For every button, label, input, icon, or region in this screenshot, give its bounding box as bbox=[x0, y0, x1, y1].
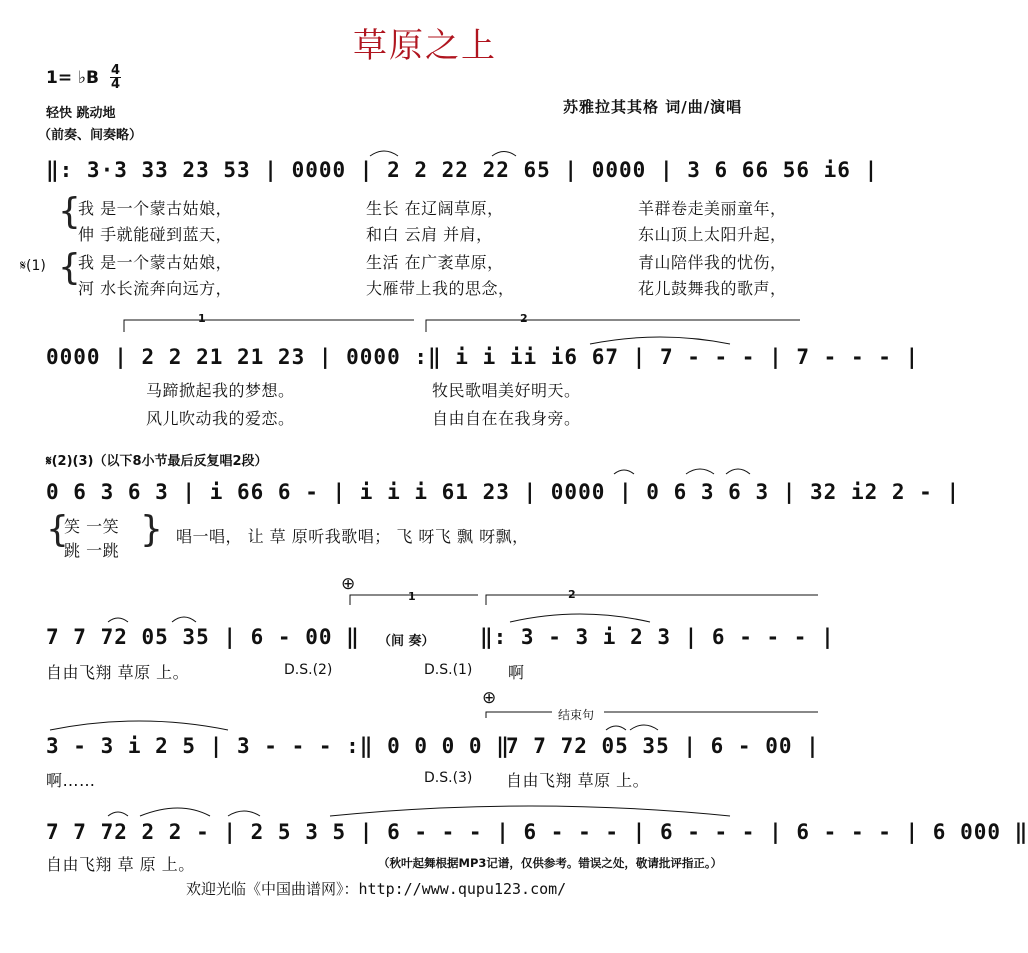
lyric-1-v3-c: 青山陪伴我的忧伤， bbox=[638, 253, 787, 272]
lyric-2-b1: 风儿吹动我的爱恋。 bbox=[146, 409, 295, 428]
time-signature-denominator: 4 bbox=[110, 77, 121, 92]
ds-3: D.S.(3) bbox=[424, 770, 473, 786]
footer-credit: 欢迎光临《中国曲谱网》：http://www.qupu123.com/ bbox=[186, 880, 567, 898]
key-signature: 1= ♭B bbox=[46, 68, 99, 88]
lyric-1-v4-c: 花儿鼓舞我的歌声， bbox=[638, 279, 787, 298]
lyric-1-v4-b: 大雁带上我的思念， bbox=[366, 279, 515, 298]
volta-1-label: 1 bbox=[198, 312, 206, 325]
lyric-2-a2: 牧民歌唱美好明天。 bbox=[432, 381, 581, 400]
staff-line-5b: 7 7 72 05 35 | 6 - 00 | bbox=[506, 734, 820, 758]
ending-label: 结束句 bbox=[558, 708, 595, 722]
staff-line-3: 0 6 3 6 3 | i 66 6 - | i i i 61 23 | 0000 | 0 6 3 6 3 | 32 i2 2 - | bbox=[46, 480, 961, 504]
lyric-1-v1-c: 羊群卷走美丽童年， bbox=[638, 199, 787, 218]
lyric-1-v1-a: 我 是一个蒙古姑娘， bbox=[78, 199, 233, 218]
lyric-1-v4-a: 河 水长流奔向远方， bbox=[78, 279, 233, 298]
lyric-1-v3-b: 生活 在广袤草原， bbox=[366, 253, 504, 272]
coda-sign-2: ⊕ bbox=[482, 688, 497, 708]
segno-mark-1: 𝄋(1) bbox=[20, 258, 46, 274]
lyric-4-end: 啊 bbox=[508, 663, 525, 682]
lyric-1-v2-a: 伸 手就能碰到蓝天， bbox=[78, 225, 233, 244]
author-credit: 苏雅拉其其格 词/曲/演唱 bbox=[563, 98, 743, 116]
staff-line-5a: 3 - 3 i 2 5 | 3 - - - :‖ 0 0 0 0 ‖ bbox=[46, 734, 510, 758]
interlude-mark: （间 奏） bbox=[378, 634, 435, 649]
staff-line-4b: ‖: 3 - 3 i 2 3 | 6 - - - | bbox=[480, 625, 835, 649]
time-signature-numerator: 4 bbox=[110, 63, 121, 78]
staff-line-4a: 7 7 72 05 35 | 6 - 00 ‖ bbox=[46, 625, 360, 649]
lyric-2-b2: 自由自在在我身旁。 bbox=[432, 409, 581, 428]
lyric-2-a1: 马蹄掀起我的梦想。 bbox=[146, 381, 295, 400]
volta-2-label: 2 bbox=[520, 312, 528, 325]
lyric-3-brace-a: 笑 一笑 bbox=[64, 517, 120, 536]
tempo-mark: 轻快 跳动地 bbox=[46, 106, 116, 121]
coda-sign-1: ⊕ bbox=[341, 574, 356, 594]
staff-line-1: ‖: 3·3 33 23 53 | 0000 | 2 2 22 22 65 | 0000 | 3 6 66 56 i6 | bbox=[46, 158, 879, 182]
lyric-brace-1b: { bbox=[58, 247, 81, 288]
staff-line-2: 0000 | 2 2 21 21 23 | 0000 :‖ i i ii i6 67 | 7 - - - | 7 - - - | bbox=[46, 345, 920, 369]
lyric-4-main: 自由飞翔 草原 上。 bbox=[46, 663, 190, 682]
lyric-brace-1a: { bbox=[58, 191, 81, 232]
song-title: 草原之上 bbox=[353, 26, 497, 66]
staff-line-6: 7 7 72 2 2 - | 2 5 3 5 | 6 - - - | 6 - - - | 6 - - - | 6 - - - | 6 000 ‖ bbox=[46, 820, 1028, 844]
lyric-brace-3-left: { bbox=[46, 509, 69, 550]
segno-mark-2-3: 𝄋(2)(3)（以下8小节最后反复唱2段） bbox=[46, 454, 268, 469]
transcriber-note: （秋叶起舞根据MP3记谱，仅供参考。错误之处，敬请批评指正。） bbox=[378, 856, 723, 870]
lyric-brace-3-right: } bbox=[140, 509, 163, 550]
intro-note: （前奏、间奏略） bbox=[38, 128, 143, 143]
lyric-5-b: 自由飞翔 草原 上。 bbox=[506, 771, 650, 790]
lyric-6: 自由飞翔 草 原 上。 bbox=[46, 855, 195, 874]
lyric-3-brace-b: 跳 一跳 bbox=[64, 541, 120, 560]
lyric-1-v1-b: 生长 在辽阔草原， bbox=[366, 199, 504, 218]
volta-4-1-label: 1 bbox=[408, 590, 416, 603]
lyric-1-v2-c: 东山顶上太阳升起， bbox=[638, 225, 787, 244]
ds-2: D.S.(2) bbox=[284, 662, 333, 678]
ds-1: D.S.(1) bbox=[424, 662, 473, 678]
lyric-1-v3-a: 我 是一个蒙古姑娘， bbox=[78, 253, 233, 272]
lyric-5-a: 啊…… bbox=[46, 771, 96, 790]
volta-4-2-label: 2 bbox=[568, 588, 576, 601]
lyric-3-main: 唱一唱， 让 草 原听我歌唱； 飞 呀飞 飘 呀飘， bbox=[176, 527, 529, 546]
lyric-1-v2-b: 和白 云肩 并肩， bbox=[366, 225, 493, 244]
time-signature bbox=[110, 64, 121, 91]
